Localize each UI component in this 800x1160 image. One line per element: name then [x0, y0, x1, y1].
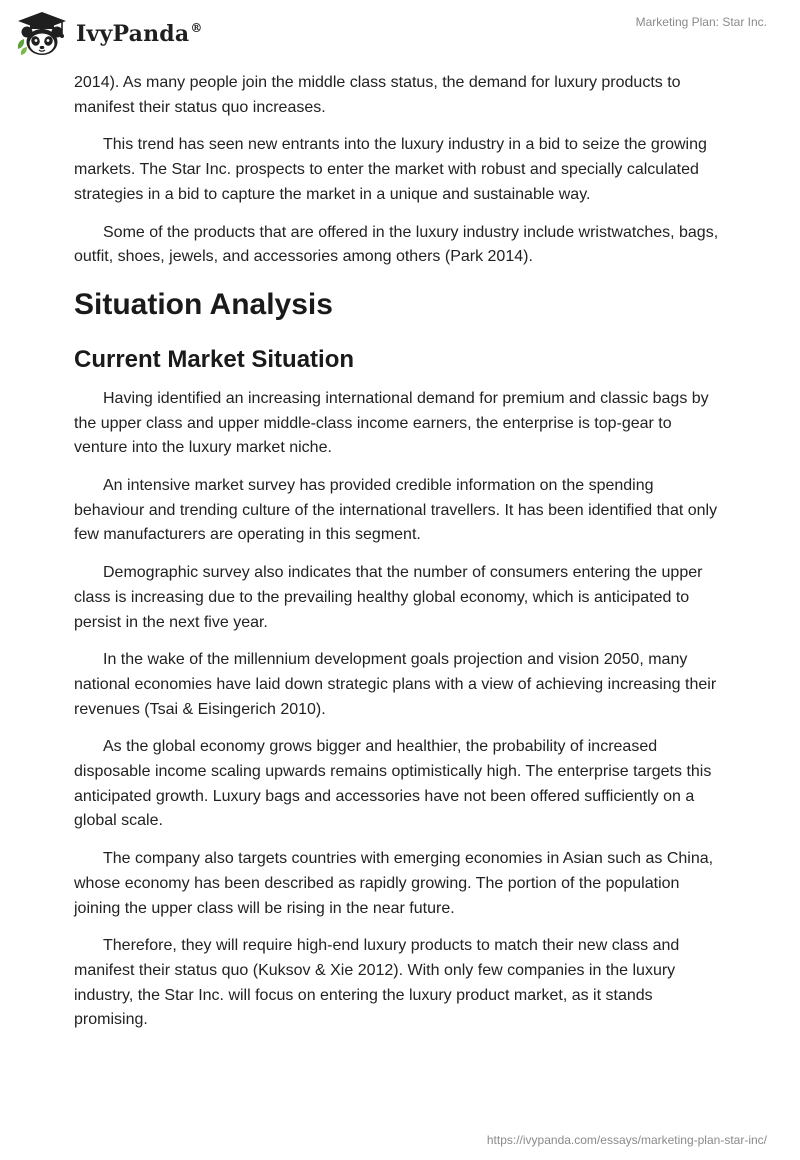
paragraph: Therefore, they will require high-end luxury products to match their new class and manifest their status quo (Kuksov & Xie 2012). With only few companies in the luxury industry, the Star Inc. will focus on entering the luxury product market, as it stands promising. — [74, 937, 680, 1029]
paragraph: This trend has seen new entrants into the luxury industry in a bid to seize the growing markets. The Star Inc. prospects to enter the market with robust and specially calculated strategies in a bid to capture the market in a unique and sustainable way. — [74, 136, 707, 203]
paragraph: As the global economy grows bigger and healthier, the probability of increased disposable income scaling upwards remains optimistically high. The enterprise targets this anticipated growth. Luxury bags and accessories have not been offered sufficiently on a global scale. — [74, 738, 712, 830]
subsection-heading: Current Market Situation — [74, 345, 355, 373]
paragraph-continued: 2014). As many people join the middle class status, the demand for luxury products to manifest their status quo increases. — [74, 74, 681, 116]
source-url[interactable]: https://ivypanda.com/essays/marketing-plan-star-inc/ — [486, 1133, 767, 1147]
document-title: Marketing Plan: Star Inc. — [635, 15, 767, 29]
paragraph: In the wake of the millennium development goals projection and vision 2050, many national economies have laid down strategic plans with a view of achieving increasing their revenues (Tsai & Eisingerich 2010). — [74, 651, 717, 718]
paragraph: Having identified an increasing international demand for premium and classic bags by the upper class and upper middle-class income earners, the enterprise is top-gear to venture into the luxury market niche. — [74, 389, 709, 457]
logo-wordmark: IvyPanda® — [76, 21, 203, 47]
paragraph: Demographic survey also indicates that the number of consumers entering the upper class is increasing due to the prevailing healthy global economy, which is anticipated to persist in the next five year. — [74, 564, 703, 631]
paragraph: Some of the products that are offered in the luxury industry include wristwatches, bags, outfit, shoes, jewels, and accessories among others (Park 2014). — [74, 223, 719, 266]
section-heading: Situation Analysis — [74, 287, 333, 321]
paragraph: An intensive market survey has provided credible information on the spending behaviour and trending culture of the international travellers. It has been identified that only few manufacturers are operating in this segment. — [74, 477, 718, 544]
page-header — [0, 0, 800, 70]
panda-graduate-icon — [14, 9, 70, 59]
paragraph: The company also targets countries with emerging economies in Asian such as China, whose economy has been described as rapidly growing. The portion of the population joining the upper class will be rising in the near future. — [74, 850, 714, 917]
ivypanda-logo[interactable] — [14, 9, 203, 59]
essay-content — [74, 71, 724, 1046]
